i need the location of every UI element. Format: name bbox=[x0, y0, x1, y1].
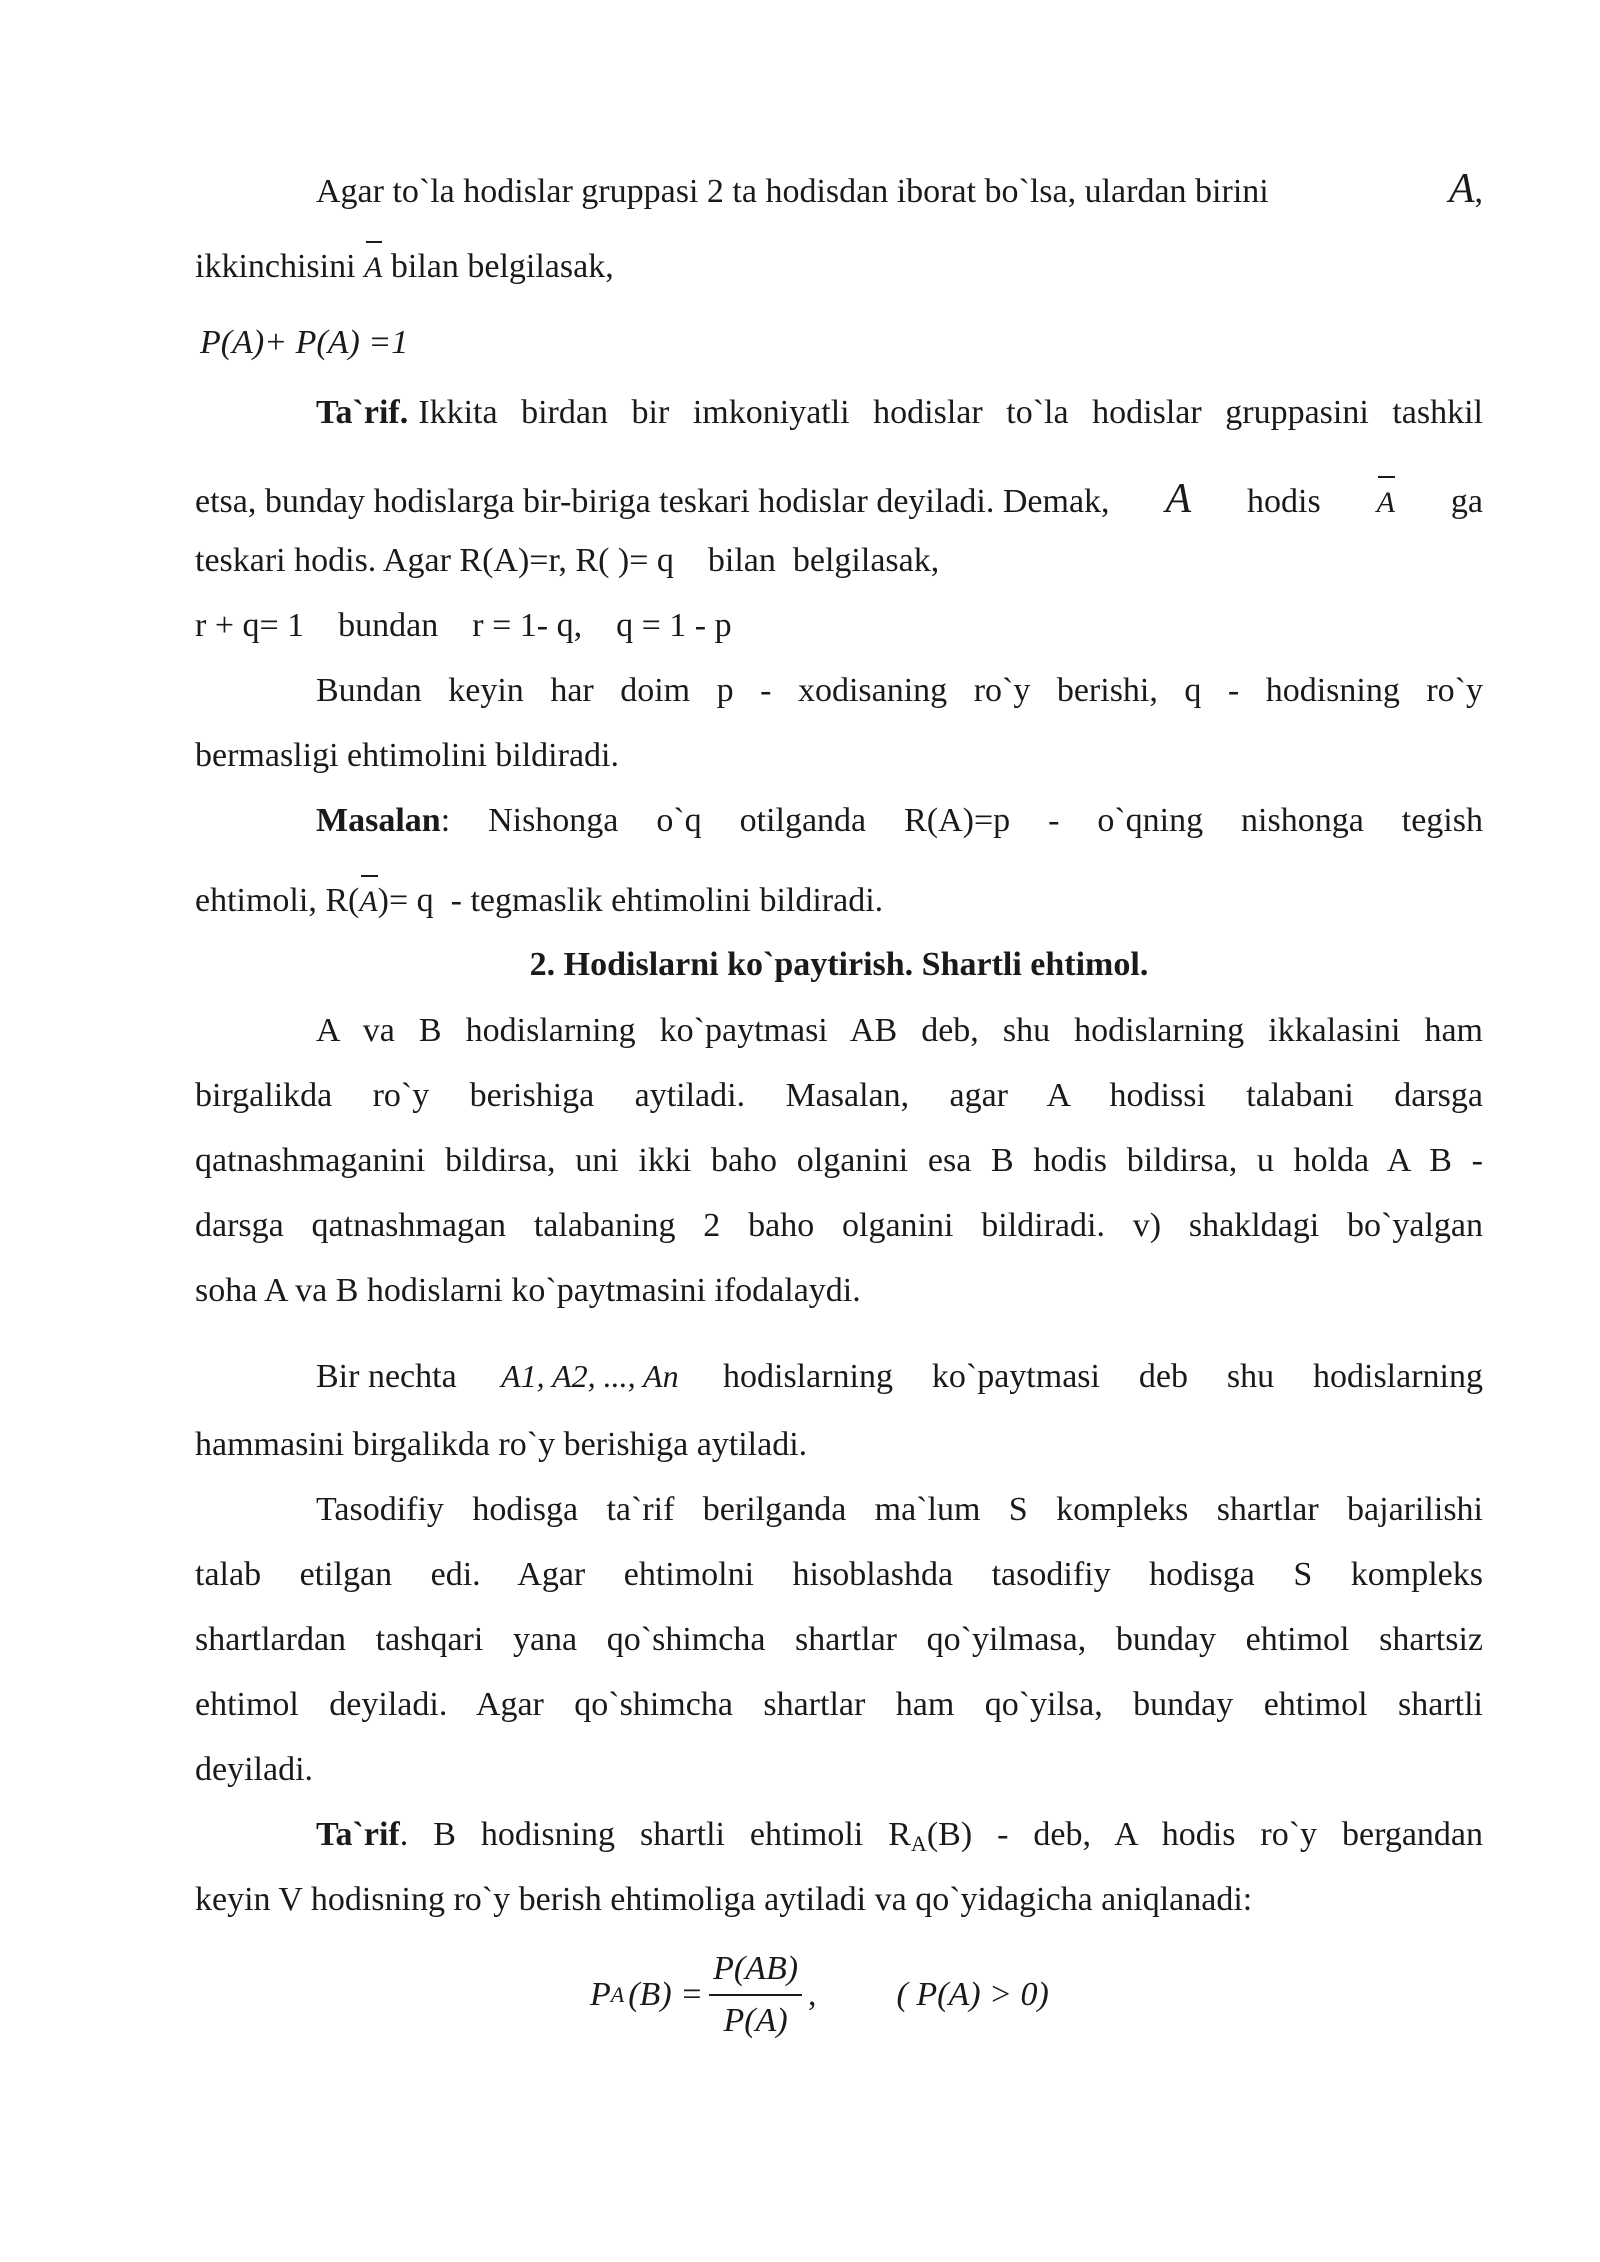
definition-2-line-2: keyin V hodisning ro`y berish ehtimoliga aytiladi va qo`yidagicha aniqlanadi: bbox=[195, 1881, 1253, 1918]
fraction-numerator: P(AB) bbox=[709, 1950, 802, 1996]
definition-1-line-3: teskari hodis. Agar R(A)=r, R( )= q bilan belgilasak, bbox=[195, 542, 940, 579]
text-segment: ehtimoli, R( bbox=[195, 882, 360, 919]
text-segment: ikkinchisini bbox=[195, 248, 356, 285]
example-line-2 bbox=[195, 884, 1483, 918]
text-segment: hodislarning ko`paytmasi deb shu hodislarning bbox=[723, 1358, 1483, 1395]
subscript: A bbox=[910, 1831, 927, 1856]
formula-conditional-probability bbox=[590, 1950, 1049, 2040]
text-segment: ga bbox=[1450, 483, 1483, 520]
definition-label: Ta`rif. bbox=[316, 394, 409, 431]
formula-condition: ( P(A) > 0) bbox=[896, 1976, 1049, 2013]
definition-1-line-4: r + q= 1 bundan r = 1- q, q = 1 - p bbox=[195, 607, 732, 644]
formula-lhs-argument: (B) = bbox=[628, 1976, 704, 2013]
math-symbol-a-bar: A bbox=[364, 251, 383, 284]
text-segment: . B hodisning shartli ehtimoli R bbox=[399, 1816, 911, 1853]
paragraph-5-line-3 bbox=[195, 1623, 1483, 1657]
text-segment: Ikkita birdan bir imkoniyatli hodislar to`la hodislar gruppasini tashkil bbox=[418, 394, 1483, 431]
text-segment: talab etilgan edi. Agar ehtimolni hisoblashda tasodifiy hodisga S kompleks bbox=[195, 1556, 1483, 1593]
definition-1-line-1 bbox=[316, 396, 1483, 430]
text-segment: Bundan keyin har doim p - xodisaning ro`y berishi, q - hodisning ro`y bbox=[316, 672, 1483, 709]
text-segment: birgalikda ro`y berishiga aytiladi. Masalan, agar A hodissi talabani darsga bbox=[195, 1077, 1483, 1114]
paragraph-2-line-1 bbox=[316, 674, 1483, 708]
text-segment: hodis bbox=[1247, 483, 1321, 520]
math-sequence-a1-an: A1, A2, ..., An bbox=[501, 1358, 679, 1394]
text-segment: : Nishonga o`q otilganda R(A)=p - o`qning nishonga tegish bbox=[440, 802, 1483, 839]
example-line-1 bbox=[316, 804, 1483, 838]
paragraph-5-line-1 bbox=[316, 1493, 1483, 1527]
text-segment: darsga qatnashmagan talabaning 2 baho olganini bildiradi. v) shakldagi bo`yalgan bbox=[195, 1207, 1483, 1244]
text-segment: )= q - tegmaslik ehtimolini bildiradi. bbox=[377, 882, 884, 919]
paragraph-3-line-1 bbox=[316, 1014, 1483, 1048]
fraction-denominator: P(A) bbox=[723, 2002, 788, 2039]
text-segment: shartlardan tashqari yana qo`shimcha shartlar qo`yilmasa, bunday ehtimol shartsiz bbox=[195, 1621, 1483, 1658]
text-segment: (B) - deb, A hodis ro`y bergandan bbox=[926, 1816, 1483, 1853]
text-segment bbox=[316, 1818, 1483, 1855]
paragraph-5-line-4 bbox=[195, 1688, 1483, 1722]
definition-label: Ta`rif bbox=[316, 1816, 400, 1853]
text-segment: etsa, bunday hodislarga bir-biriga teskari hodislar deyiladi. Demak, bbox=[195, 483, 1110, 520]
paragraph-1-line-2 bbox=[195, 250, 1483, 284]
paragraph-3-line-2 bbox=[195, 1079, 1483, 1113]
paragraph-3-line-4 bbox=[195, 1209, 1483, 1243]
formula-sum-probabilities bbox=[200, 326, 1488, 360]
text-segment: , bbox=[808, 1976, 817, 2013]
paragraph-5-line-5: deyiladi. bbox=[195, 1751, 314, 1788]
text-segment bbox=[1449, 168, 1483, 210]
example-label: Masalan bbox=[316, 802, 441, 839]
text-segment: , bbox=[1474, 173, 1483, 210]
text-segment: Bir nechta bbox=[316, 1358, 457, 1395]
math-symbol-a: A bbox=[1448, 166, 1475, 212]
paragraph-3-line-3 bbox=[195, 1144, 1483, 1178]
paragraph-4-line-2: hammasini birgalikda ro`y berishiga aytiladi. bbox=[195, 1426, 808, 1463]
formula-lhs: P bbox=[590, 1976, 611, 2013]
paragraph-4-line-1 bbox=[316, 1360, 1483, 1394]
text-segment: Tasodifiy hodisga ta`rif berilganda ma`lum S kompleks shartlar bajarilishi bbox=[316, 1491, 1483, 1528]
definition-2-line-1 bbox=[316, 1818, 1483, 1855]
definition-1-line-2 bbox=[195, 478, 1483, 520]
paragraph-2-line-2: bermasligi ehtimolini bildiradi. bbox=[195, 737, 619, 774]
text-segment: qatnashmaganini bildirsa, uni ikki baho olganini esa B hodis bildirsa, u holda A B - bbox=[195, 1142, 1483, 1179]
formula-text: P(A)+ P(A) =1 bbox=[200, 324, 409, 361]
text-segment: bilan belgilasak, bbox=[390, 248, 614, 285]
math-symbol-a-bar: A bbox=[359, 885, 378, 918]
paragraph-3-line-5: soha A va B hodislarni ko`paytmasini ifodalaydi. bbox=[195, 1272, 861, 1309]
text-segment: Agar to`la hodislar gruppasi 2 ta hodisdan iborat bo`lsa, ulardan birini bbox=[316, 173, 1269, 210]
text-segment: ehtimol deyiladi. Agar qo`shimcha shartlar ham qo`yilsa, bunday ehtimol shartli bbox=[195, 1686, 1483, 1723]
formula-fraction bbox=[709, 1950, 802, 2040]
math-symbol-a-bar: A bbox=[1376, 486, 1395, 519]
section-heading: 2. Hodislarni ko`paytirish. Shartli ehtimol. bbox=[529, 946, 1149, 983]
text-segment: A va B hodislarning ko`paytmasi AB deb, shu hodislarning ikkalasini ham bbox=[316, 1012, 1483, 1049]
math-symbol-a: A bbox=[1165, 476, 1192, 522]
paragraph-1-line-1 bbox=[316, 168, 1483, 210]
paragraph-5-line-2 bbox=[195, 1558, 1483, 1592]
formula-lhs-subscript: A bbox=[610, 1982, 625, 2007]
